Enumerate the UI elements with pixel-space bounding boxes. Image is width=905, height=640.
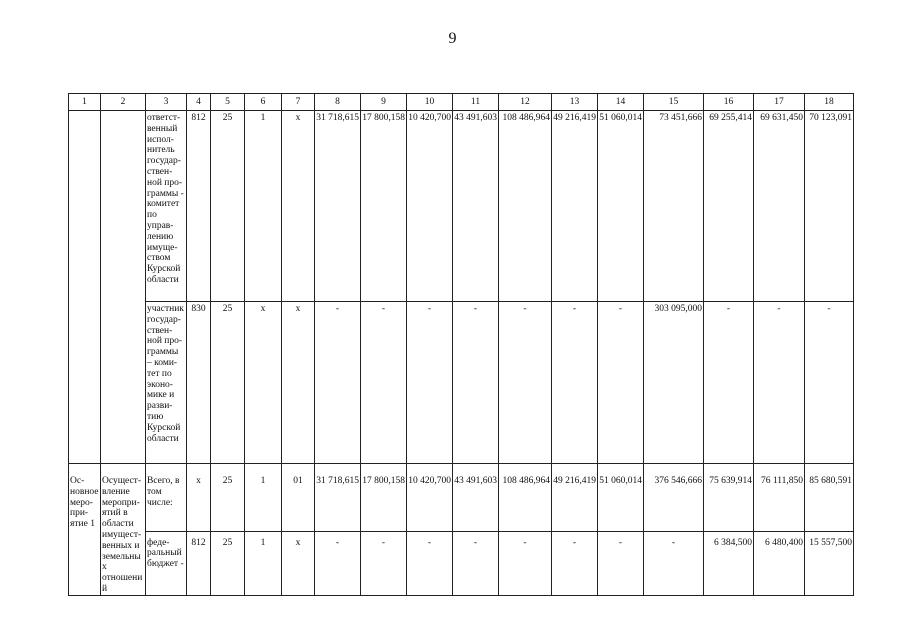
- code-cell: 01: [282, 464, 315, 532]
- value-cell: -: [552, 531, 598, 595]
- code-cell: 1: [245, 531, 282, 595]
- header-cell: 14: [598, 94, 644, 111]
- value-cell: 73 451,666: [644, 111, 704, 302]
- value-cell: -: [598, 302, 644, 464]
- table-row: [69, 111, 854, 302]
- code-cell: 812: [187, 111, 211, 302]
- value-cell: -: [315, 302, 361, 464]
- value-cell: -: [499, 531, 552, 595]
- budget-table: [68, 93, 854, 596]
- header-cell: 2: [101, 94, 146, 111]
- value-cell: 43 491,603: [453, 464, 499, 532]
- header-cell: 17: [754, 94, 805, 111]
- value-cell: 70 123,091: [805, 111, 854, 302]
- value-cell: 49 216,419: [552, 464, 598, 532]
- value-cell: -: [499, 302, 552, 464]
- header-cell: 3: [146, 94, 187, 111]
- value-cell: 51 060,014: [598, 111, 644, 302]
- value-cell: 108 486,964: [499, 111, 552, 302]
- value-cell: 69 255,414: [704, 111, 754, 302]
- value-cell: 303 095,000: [644, 302, 704, 464]
- value-cell: 6 480,400: [754, 531, 805, 595]
- value-cell: -: [361, 531, 407, 595]
- value-cell: 76 111,850: [754, 464, 805, 532]
- value-cell: -: [754, 302, 805, 464]
- header-cell: 1: [69, 94, 101, 111]
- header-row: [69, 94, 854, 111]
- value-cell: 69 631,450: [754, 111, 805, 302]
- value-cell: 17 800,158: [361, 111, 407, 302]
- value-cell: -: [552, 302, 598, 464]
- header-cell: 4: [187, 94, 211, 111]
- value-cell: 31 718,615: [315, 111, 361, 302]
- executor-cell: феде-ральный бюджет -: [146, 531, 187, 595]
- value-cell: 10 420,700: [407, 464, 453, 532]
- value-cell: 376 546,666: [644, 464, 704, 532]
- code-cell: 25: [211, 111, 245, 302]
- value-cell: -: [315, 531, 361, 595]
- value-cell: 31 718,615: [315, 464, 361, 532]
- code-cell: х: [187, 464, 211, 532]
- executor-cell: ответст-венный испол-нитель государ-ствен-ной про-граммы - комитет по управ-лению имуще-ством Курской области: [146, 111, 187, 302]
- header-cell: 5: [211, 94, 245, 111]
- activity-title-cell: Осущест-вление меропри-ятий в области имущест-венных и земельных отношений: [101, 464, 146, 596]
- activity-number-cell: Ос-новное меро-при-ятие 1: [69, 464, 101, 596]
- header-cell: 10: [407, 94, 453, 111]
- code-cell: 1: [245, 111, 282, 302]
- executor-cell: Всего, в том числе:: [146, 464, 187, 532]
- header-cell: 8: [315, 94, 361, 111]
- table-row: [69, 531, 854, 595]
- header-cell: 11: [453, 94, 499, 111]
- value-cell: 10 420,700: [407, 111, 453, 302]
- header-cell: 15: [644, 94, 704, 111]
- header-cell: 13: [552, 94, 598, 111]
- code-cell: 812: [187, 531, 211, 595]
- value-cell: 85 680,591: [805, 464, 854, 532]
- header-cell: 9: [361, 94, 407, 111]
- code-cell: 25: [211, 302, 245, 464]
- header-cell: 6: [245, 94, 282, 111]
- value-cell: -: [644, 531, 704, 595]
- value-cell: 108 486,964: [499, 464, 552, 532]
- header-cell: 16: [704, 94, 754, 111]
- code-cell: х: [245, 302, 282, 464]
- code-cell: 830: [187, 302, 211, 464]
- empty-cell: [69, 111, 101, 464]
- value-cell: -: [453, 531, 499, 595]
- value-cell: 49 216,419: [552, 111, 598, 302]
- value-cell: -: [361, 302, 407, 464]
- header-cell: 12: [499, 94, 552, 111]
- value-cell: -: [407, 531, 453, 595]
- code-cell: х: [282, 111, 315, 302]
- value-cell: 15 557,500: [805, 531, 854, 595]
- code-cell: 25: [211, 531, 245, 595]
- value-cell: -: [407, 302, 453, 464]
- header-cell: 18: [805, 94, 854, 111]
- table-row: [69, 464, 854, 532]
- page-number: 9: [448, 30, 457, 47]
- value-cell: 51 060,014: [598, 464, 644, 532]
- value-cell: -: [805, 302, 854, 464]
- header-cell: 7: [282, 94, 315, 111]
- value-cell: 43 491,603: [453, 111, 499, 302]
- code-cell: 25: [211, 464, 245, 532]
- empty-cell: [101, 111, 146, 464]
- value-cell: -: [704, 302, 754, 464]
- value-cell: 17 800,158: [361, 464, 407, 532]
- value-cell: 6 384,500: [704, 531, 754, 595]
- code-cell: 1: [245, 464, 282, 532]
- code-cell: х: [282, 531, 315, 595]
- value-cell: 75 639,914: [704, 464, 754, 532]
- executor-cell: участник государ-ствен-ной про-граммы – коми-тет по эконо-мике и разви-тию Курской области: [146, 302, 187, 464]
- table-row: [69, 302, 854, 464]
- code-cell: х: [282, 302, 315, 464]
- value-cell: -: [598, 531, 644, 595]
- value-cell: -: [453, 302, 499, 464]
